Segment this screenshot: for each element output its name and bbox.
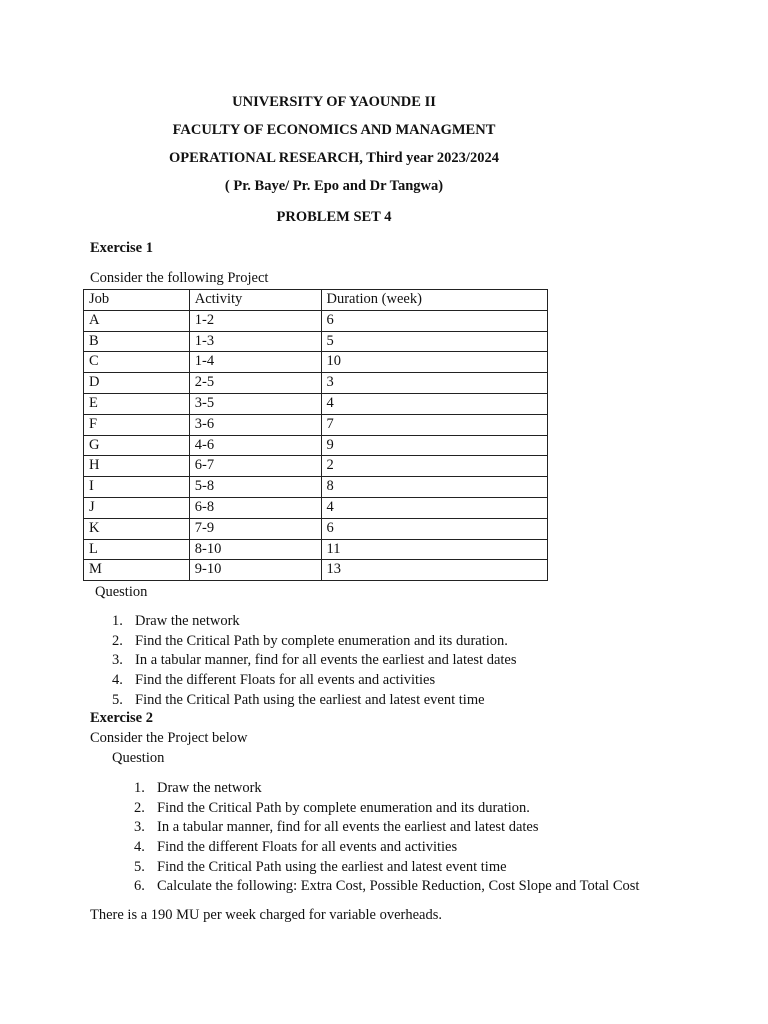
- list-number: 2.: [112, 632, 123, 649]
- duration-cell: 4: [321, 393, 548, 414]
- exercise-2-heading: Exercise 2: [90, 710, 153, 726]
- list-text: Find the Critical Path using the earliest and latest event time: [157, 858, 507, 875]
- list-number: 4.: [134, 839, 145, 856]
- duration-cell: 2: [321, 456, 548, 477]
- table-row: [84, 518, 548, 539]
- exercise-1-question-label: Question: [95, 584, 148, 600]
- job-cell: I: [84, 477, 190, 498]
- table-row: [84, 331, 548, 352]
- job-cell: B: [84, 331, 190, 352]
- activity-cell: 3-6: [189, 414, 321, 435]
- list-text: Find the Critical Path by complete enumeration and its duration.: [135, 632, 508, 649]
- table-header-row: [84, 290, 548, 311]
- exercise-1-intro: Consider the following Project: [90, 270, 269, 286]
- activity-cell: 1-2: [189, 310, 321, 331]
- list-number: 6.: [134, 878, 145, 895]
- table-row: [84, 497, 548, 518]
- activity-cell: 1-4: [189, 352, 321, 373]
- column-header-duration: Duration (week): [321, 290, 548, 311]
- table-row: [84, 352, 548, 373]
- job-cell: F: [84, 414, 190, 435]
- job-cell: G: [84, 435, 190, 456]
- list-number: 2.: [134, 799, 145, 816]
- faculty-title: FACULTY OF ECONOMICS AND MANAGMENT: [172, 122, 496, 138]
- list-number: 3.: [134, 819, 145, 836]
- duration-cell: 6: [321, 518, 548, 539]
- list-number: 3.: [112, 652, 123, 669]
- duration-cell: 6: [321, 310, 548, 331]
- list-text: Calculate the following: Extra Cost, Possible Reduction, Cost Slope and Total Cost: [157, 878, 640, 895]
- list-text: In a tabular manner, find for all events the earliest and latest dates: [135, 652, 517, 669]
- job-cell: C: [84, 352, 190, 373]
- university-title: UNIVERSITY OF YAOUNDE II: [232, 94, 436, 110]
- project-table: [83, 289, 548, 581]
- duration-cell: 3: [321, 373, 548, 394]
- table-row: [84, 539, 548, 560]
- list-number: 5.: [112, 691, 123, 708]
- list-text: Find the Critical Path using the earliest and latest event time: [135, 691, 485, 708]
- column-header-job: Job: [84, 290, 190, 311]
- job-cell: H: [84, 456, 190, 477]
- job-cell: K: [84, 518, 190, 539]
- table-row: [84, 456, 548, 477]
- job-cell: M: [84, 560, 190, 581]
- activity-cell: 3-5: [189, 393, 321, 414]
- duration-cell: 10: [321, 352, 548, 373]
- job-cell: E: [84, 393, 190, 414]
- activity-cell: 1-3: [189, 331, 321, 352]
- lecturers-line: ( Pr. Baye/ Pr. Epo and Dr Tangwa): [224, 178, 444, 194]
- problem-set-title: PROBLEM SET 4: [276, 209, 392, 225]
- exercise-2-intro: Consider the Project below: [90, 730, 248, 746]
- list-number: 1.: [112, 613, 123, 629]
- list-number: 1.: [134, 780, 145, 796]
- list-text: Draw the network: [135, 613, 240, 629]
- list-text: In a tabular manner, find for all events the earliest and latest dates: [157, 819, 539, 836]
- duration-cell: 8: [321, 477, 548, 498]
- duration-cell: 4: [321, 497, 548, 518]
- list-number: 4.: [112, 672, 123, 689]
- list-number: 5.: [134, 858, 145, 875]
- job-cell: J: [84, 497, 190, 518]
- duration-cell: 5: [321, 331, 548, 352]
- job-cell: L: [84, 539, 190, 560]
- activity-cell: 6-8: [189, 497, 321, 518]
- list-text: Find the Critical Path by complete enumeration and its duration.: [157, 799, 530, 816]
- activity-cell: 7-9: [189, 518, 321, 539]
- activity-cell: 4-6: [189, 435, 321, 456]
- duration-cell: 9: [321, 435, 548, 456]
- table-row: [84, 393, 548, 414]
- activity-cell: 9-10: [189, 560, 321, 581]
- activity-cell: 6-7: [189, 456, 321, 477]
- job-cell: D: [84, 373, 190, 394]
- activity-cell: 2-5: [189, 373, 321, 394]
- exercise-1-heading: Exercise 1: [90, 240, 153, 256]
- table-row: [84, 477, 548, 498]
- activity-cell: 5-8: [189, 477, 321, 498]
- exercise-2-question-label: Question: [112, 750, 165, 766]
- list-text: Find the different Floats for all events and activities: [157, 839, 458, 856]
- duration-cell: 7: [321, 414, 548, 435]
- table-row: [84, 310, 548, 331]
- duration-cell: 11: [321, 539, 548, 560]
- table-row: [84, 373, 548, 394]
- list-text: Draw the network: [157, 780, 262, 796]
- job-cell: A: [84, 310, 190, 331]
- activity-cell: 8-10: [189, 539, 321, 560]
- overheads-note: There is a 190 MU per week charged for variable overheads.: [90, 907, 443, 923]
- table-row: [84, 560, 548, 581]
- course-title: OPERATIONAL RESEARCH, Third year 2023/2024: [169, 150, 499, 166]
- duration-cell: 13: [321, 560, 548, 581]
- table-row: [84, 414, 548, 435]
- table-row: [84, 435, 548, 456]
- list-text: Find the different Floats for all events and activities: [135, 672, 436, 689]
- column-header-activity: Activity: [189, 290, 321, 311]
